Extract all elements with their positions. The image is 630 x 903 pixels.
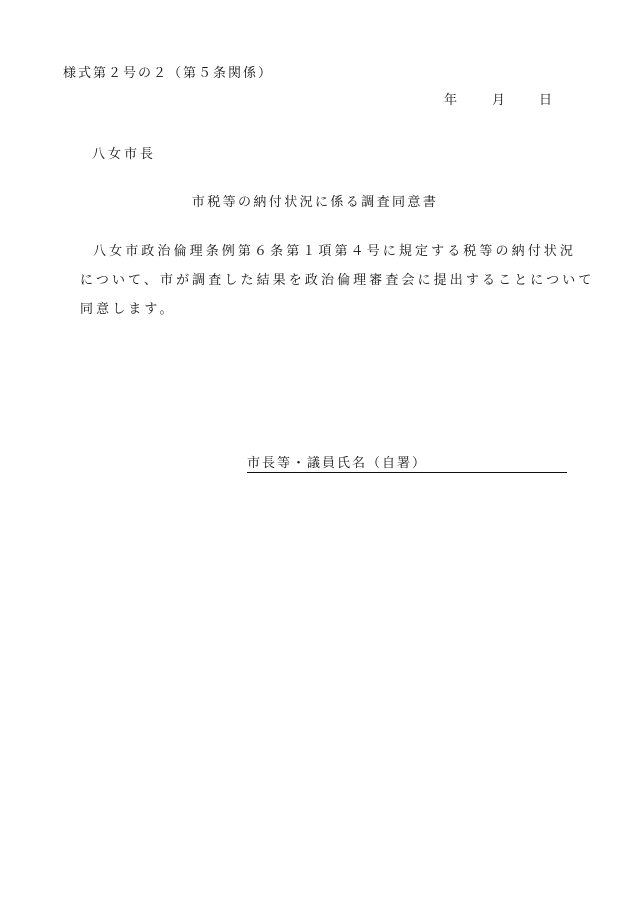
signature-line[interactable]: [247, 452, 567, 473]
consent-body: [80, 237, 595, 324]
date-month-label: 月: [492, 93, 506, 108]
body-line-3: 同意します。: [80, 302, 176, 317]
body-line-2: について、市が調査した結果を政治倫理審査会に提出することについて: [80, 273, 595, 288]
date-day-label: 日: [539, 93, 553, 108]
date-year-label: 年: [444, 93, 458, 108]
body-line-1: 八女市政治倫理条例第６条第１項第４号に規定する税等の納付状況: [93, 244, 577, 259]
signature-label: 市長等・議員氏名（自署）: [247, 456, 428, 471]
addressee: 八女市長: [92, 147, 157, 162]
form-number: 様式第２号の２（第５条関係）: [63, 66, 274, 81]
document-title: 市税等の納付状況に係る調査同意書: [191, 195, 439, 210]
